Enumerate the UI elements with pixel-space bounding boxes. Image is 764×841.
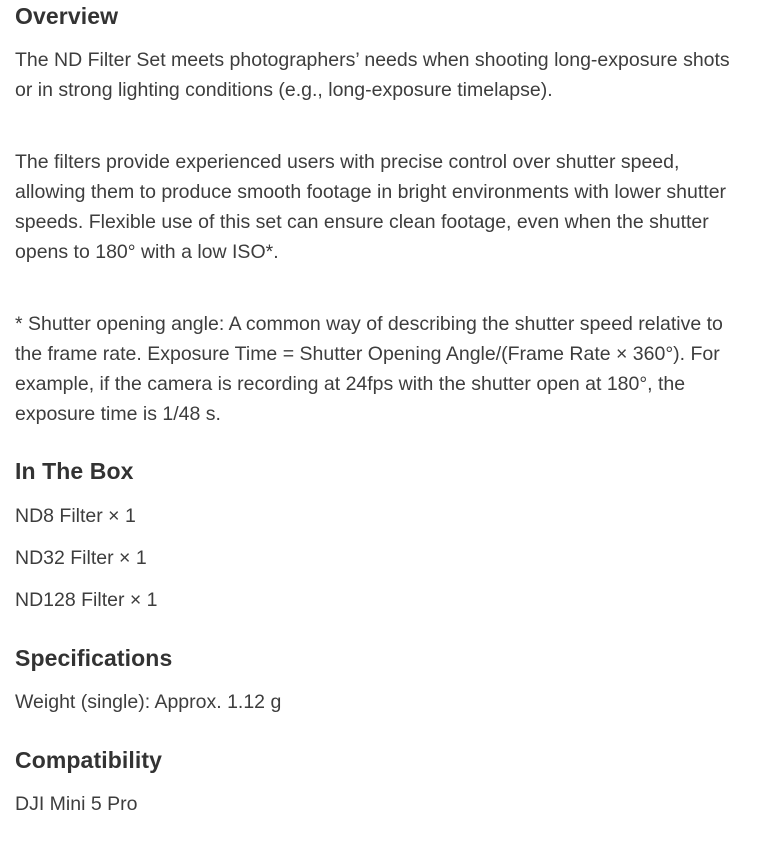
spec-item-weight: Weight (single): Approx. 1.12 g: [15, 691, 282, 713]
overview-heading: Overview: [15, 3, 119, 29]
in-the-box-heading: In The Box: [15, 458, 134, 484]
overview-footnote: * Shutter opening angle: A common way of describing the shutter speed relative to the frame rate. Exposure Time = Shutter Opening Angle/(Frame Rate × 360°). For example, if the camera is recording at 24fps with the shutter open at 180°, the exposure time is 1/48 s.: [15, 313, 723, 425]
overview-paragraph-1: The ND Filter Set meets photographers’ needs when shooting long-exposure shots or in strong lighting conditions (e.g., long-exposure timelapse).: [15, 49, 730, 101]
compatibility-heading: Compatibility: [15, 747, 162, 773]
compatibility-item-device: DJI Mini 5 Pro: [15, 793, 138, 815]
overview-paragraph-2: The filters provide experienced users with precise control over shutter speed, allowing them to produce smooth footage in bright environments with lower shutter speeds. Flexible use of this set can ensure clean footage, even when the shutter opens to 180° with a low ISO*.: [15, 151, 727, 263]
box-item-nd32: ND32 Filter × 1: [15, 547, 147, 569]
specifications-heading: Specifications: [15, 645, 173, 671]
box-item-nd128: ND128 Filter × 1: [15, 589, 158, 611]
box-item-nd8: ND8 Filter × 1: [15, 505, 136, 527]
